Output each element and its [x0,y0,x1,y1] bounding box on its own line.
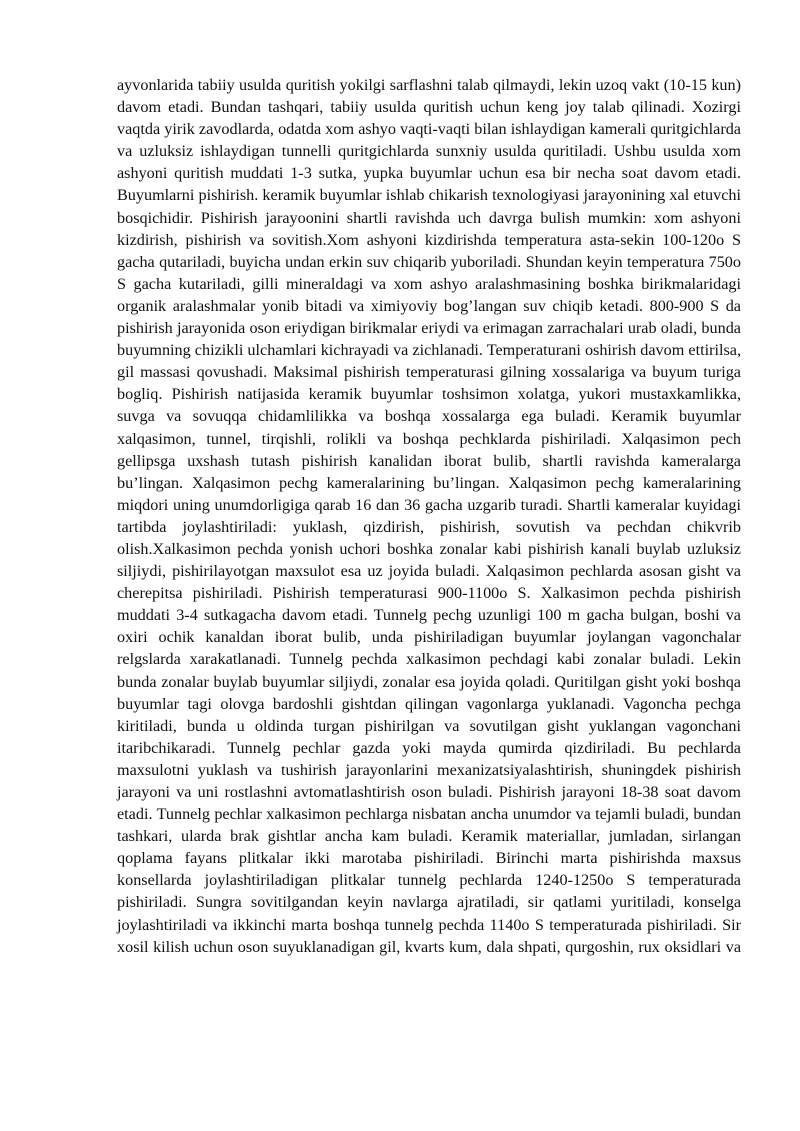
document-page [117,74,741,958]
body-paragraph: ayvonlarida tabiiy usulda quritish yokilgi sarflashni talab qilmaydi, lekin uzoq vakt (10-15 kun) davom etadi. Bundan tashqari, tabiiy usulda quritish uchun keng joy talab qilinadi. Xozirgi vaqtda yirik zavodlarda, odatda xom ashyo vaqti-vaqti bilan ishlaydigan kamerali quritgichlarda va uzluksiz ishlaydigan tunnelli quritgichlarda sunxniy usulda quritiladi. Ushbu usulda xom ashyoni quritish muddati 1-3 sutka, yupka buyumlar uchun esa bir necha soat davom etadi. Buyumlarni pishirish. keramik buyumlar ishlab chikarish texnologiyasi jarayonining xal etuvchi bosqichidir. Pishirish jarayoonini shartli ravishda uch davrga bulish mumkin: xom ashyoni kizdirish, pishirish va sovitish.Xom ashyoni kizdirishda temperatura asta-sekin 100-120o S gacha qutariladi, buyicha undan erkin suv chiqarib yuboriladi. Shundan keyin temperatura 750o S gacha kutariladi, gilli mineraldagi va xom ashyo aralashmasining boshka birikmalaridagi organik aralashmalar yonib bitadi va ximiyoviy bog’langan suv chiqib ketadi. 800-900 S da pishirish jarayonida oson eriydigan birikmalar eriydi va erimagan zarrachalari urab oladi, bunda buyumning chizikli ulchamlari kichrayadi va zichlanadi. Temperaturani oshirish davom ettirilsa, gil massasi qovushadi. Maksimal pishirish temperaturasi gilning xossalariga va buyum turiga bogliq. Pishirish natijasida keramik buyumlar toshsimon xolatga, yukori mustaxkamlikka, suvga va sovuqqa chidamlilikka va boshqa xossalarga ega buladi. Keramik buyumlar xalqasimon, tunnel, tirqishli, rolikli va boshqa pechklarda pishiriladi. Xalqasimon pech gellipsga uxshash tutash pishirish kanalidan iborat bulib, shartli ravishda kameralarga bu’lingan. Xalqasimon pechg kameralarining bu’lingan. Xalqasimon pechg kameralarining miqdori uning unumdorligiga qarab 16 dan 36 gacha uzgarib turadi. Shartli kameralar kuyidagi tartibda joylashtiriladi: yuklash, qizdirish, pishirish, sovutish va pechdan chikvrib olish.Xalkasimon pechda yonish uchori boshka zonalar kabi pishirish kanali buylab uzluksiz siljiydi, pishirilayotgan maxsulot esa uz joyida buladi. Xalqasimon pechlarda asosan gisht va cherepitsa pishiriladi. Pishirish temperaturasi 900-1100o S. Xalkasimon pechda pishirish muddati 3-4 sutkagacha davom etadi. Tunnelg pechg uzunligi 100 m gacha bulgan, boshi va oxiri ochik kanaldan iborat bulib, unda pishiriladigan buyumlar joylangan vagonchalar relgslarda xarakatlanadi. Tunnelg pechda xalkasimon pechdagi kabi zonalar buladi. Lekin bunda zonalar buylab buyumlar siljiydi, zonalar esa joyida qoladi. Quritilgan gisht yoki boshqa buyumlar tagi olovga bardoshli gishtdan qilingan vagonlarga yuklanadi. Vagoncha pechga kiritiladi, bunda u oldinda turgan pishirilgan va sovutilgan gisht yuklangan vagonchani itaribchikaradi. Tunnelg pechlar gazda yoki mayda qumirda qizdiriladi. Bu pechlarda maxsulotni yuklash va tushirish jarayonlarini mexanizatsiyalashtirish, shuningdek pishirish jarayoni va uni rostlashni avtomatlashtirish oson buladi. Pishirish jarayoni 18-38 soat davom etadi. Tunnelg pechlar xalkasimon pechlarga nisbatan ancha unumdor va tejamli buladi, bundan tashkari, ularda brak gishtlar ancha kam buladi. Keramik materiallar, jumladan, sirlangan qoplama fayans plitkalar ikki marotaba pishiriladi. Birinchi marta pishirishda maxsus konsellarda joylashtiriladigan plitkalar tunnelg pechlarda 1240-1250o S temperaturada pishiriladi. Sungra sovitilgandan keyin navlarga ajratiladi, sir qatlami yuritiladi, konselga joylashtiriladi va ikkinchi marta boshqa tunnelg pechda 1140o S temperaturada pishiriladi. Sir xosil kilish uchun oson suyuklanadigan gil, kvarts kum, dala shpati, qurgoshin, rux oksidlari va [117,76,741,956]
